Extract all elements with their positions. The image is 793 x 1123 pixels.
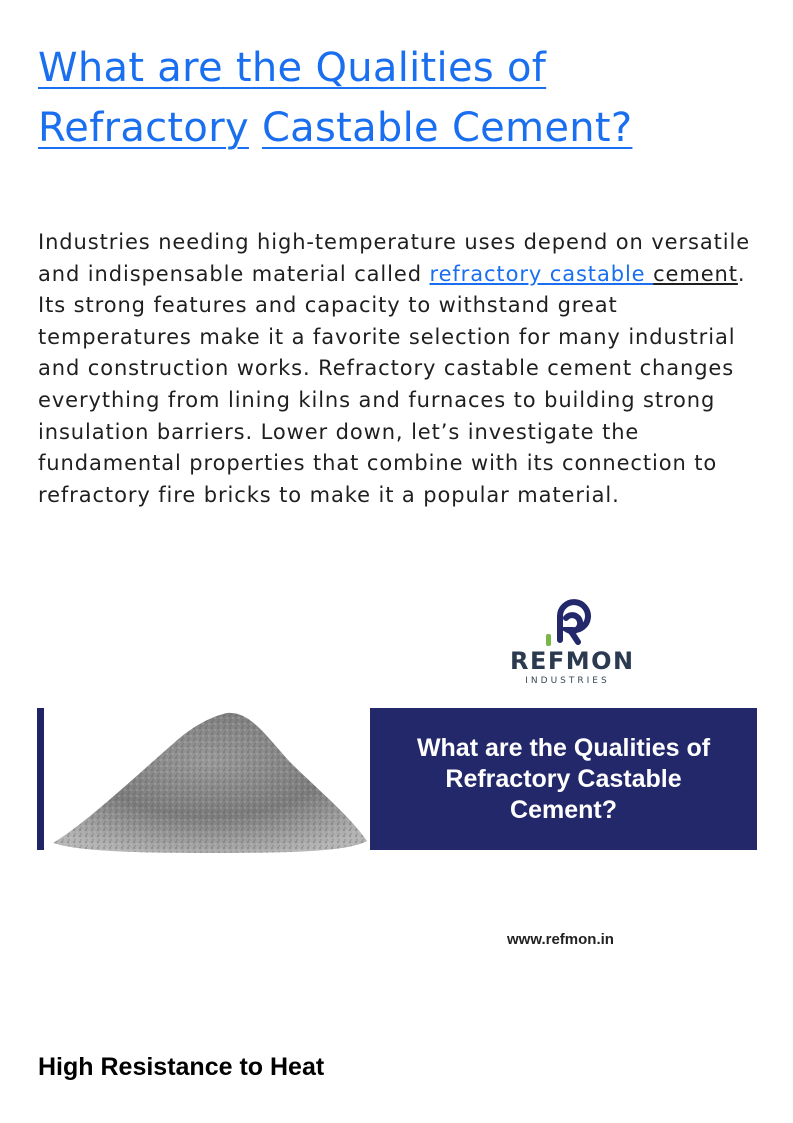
refractory-castable-link[interactable]: refractory castable <box>429 261 654 286</box>
banner-headline: What are the Qualities of Refractory Castable Cement? <box>416 733 711 824</box>
logo-subtitle: INDUSTRIES <box>525 676 610 686</box>
title-link-line1[interactable]: What are the Qualities of <box>38 45 547 91</box>
refmon-logo-icon <box>542 590 592 648</box>
banner-website-url: www.refmon.in <box>507 931 614 948</box>
intro-text-2: . Its strong features and capacity to withstand great temperatures make it a favorite selection for many industrial and construction works. Refractory castable cement changes everything from lining kilns and furnaces to building strong insulation barriers. Lower down, let’s investigate the fundamental properties that combine with its connection to refractory fire bricks to make it a popular material. <box>38 261 746 507</box>
logo-wordmark: REFMON <box>510 647 635 675</box>
page-title <box>38 38 758 158</box>
intro-paragraph <box>38 227 758 511</box>
banner-accent-bar <box>37 708 44 850</box>
banner-headline-box <box>370 708 757 850</box>
title-link-refractory[interactable]: Refractory <box>38 105 249 151</box>
cement-pile-image <box>49 703 369 855</box>
intro-text-1: Industries needing high-temperature uses depend on versatile and indispensable material called <box>38 230 751 286</box>
title-link-castable-cement[interactable]: Castable Cement? <box>261 105 633 151</box>
article-banner-image <box>37 585 757 965</box>
intro-underlined-word: cement <box>653 261 738 286</box>
section-heading: High Resistance to Heat <box>38 1053 325 1081</box>
